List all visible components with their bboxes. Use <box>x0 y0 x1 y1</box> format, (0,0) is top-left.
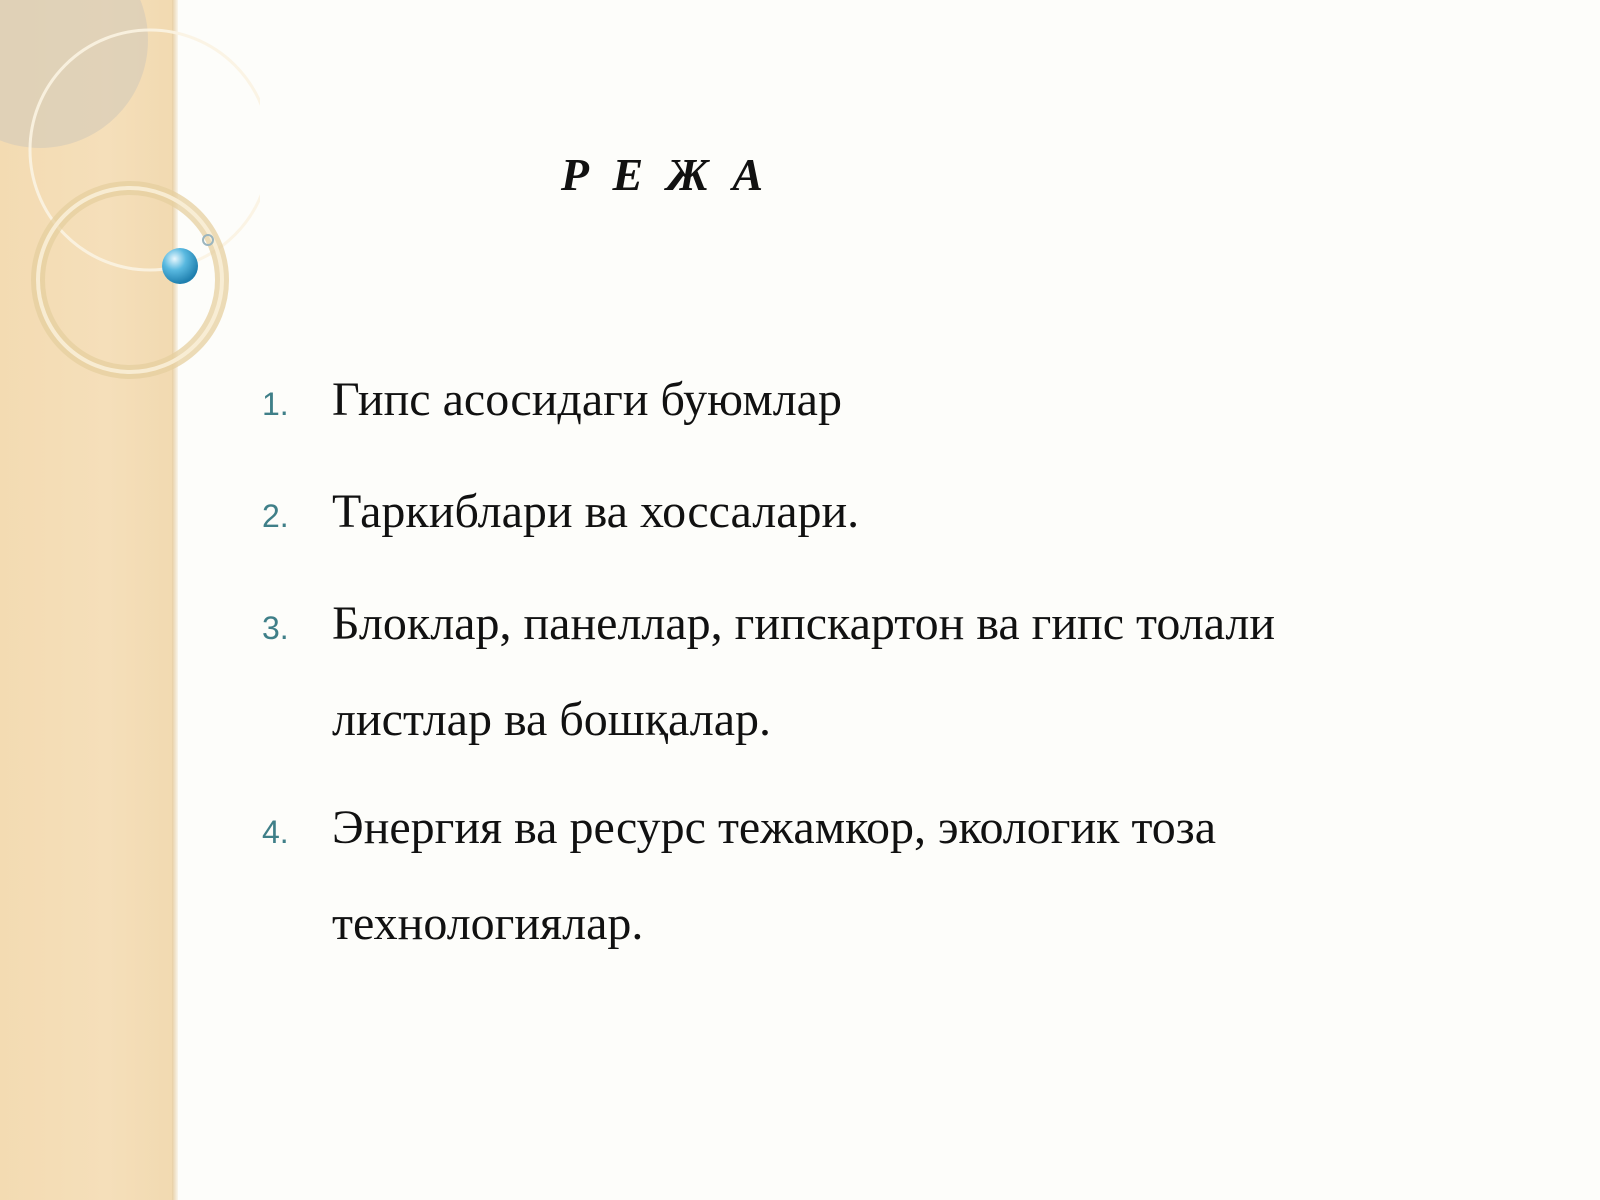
item-number: 4. <box>262 814 289 850</box>
item-number: 2. <box>262 498 289 534</box>
grey-disc <box>0 0 148 148</box>
item-number: 3. <box>262 610 289 646</box>
agenda-item <box>262 464 1442 564</box>
slide-title: Р Е Ж А <box>560 149 770 200</box>
item-text: Гипс асосидаги буюмлар <box>332 373 842 426</box>
agenda-item <box>262 780 1442 972</box>
item-text: Блоклар, панеллар, гипскартон ва гипс толали листлар ва бошқалар. <box>332 597 1276 746</box>
outer-ring <box>30 30 260 270</box>
agenda-item <box>262 576 1442 768</box>
item-text: Энергия ва ресурс тежамкор, экологик тоза технологиялар. <box>332 801 1217 950</box>
item-text: Таркиблари ва хоссалари. <box>332 485 860 538</box>
inner-ring <box>38 188 222 372</box>
blue-orb <box>162 248 198 284</box>
decorative-rings <box>0 0 260 420</box>
agenda-item <box>262 352 1442 452</box>
agenda-list <box>262 352 1442 984</box>
item-number: 1. <box>262 386 289 422</box>
